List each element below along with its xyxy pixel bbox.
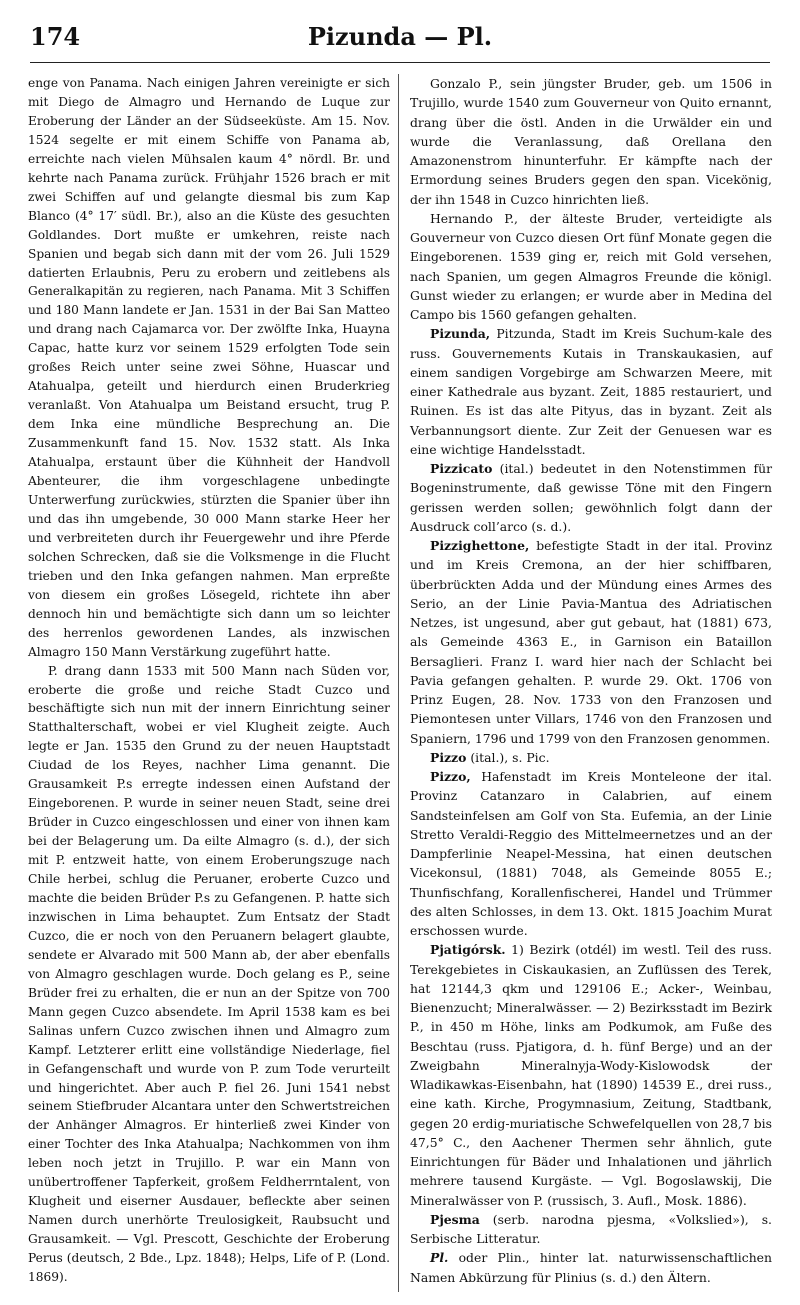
page-number: 174 bbox=[30, 22, 81, 51]
paragraph-pizarro-1: enge von Panama. Nach einigen Jahren vereinigte er sich mit Diego de Almagro und Hernando de Luque zur Eroberung der Länder an der Südseeküste. Am 15. Nov. 1524 segelte er mit einem Schiffe von Panama ab, erreichte nach vielen Mühsalen kaum 4° nördl. Br. und kehrte nach Panama zurück. Frühjahr 1526 brach er mit zwei Schiffen auf und gelangte diesmal bis zum Kap Blanco (4° 17′ südl. Br.), also an die Küste des gesuchten Goldlandes. Dort mußte er umkehren, reiste nach Spanien und begab sich dann mit der vom 26. Juli 1529 datierten Erlaubnis, Peru zu erobern und zeitlebens als Generalkapitän zu regieren, nach Panama. Mit 3 Schiffen und 180 Mann landete er Jan. 1531 in der Bai San Matteo und drang nach Cajamarca vor. Der zwölfte Inka, Huayna Capac, hatte kurz vor seinem 1529 erfolgten Tode sein großes Reich unter seine zwei Söhne, Huascar und Atahualpa, geteilt und hierdurch einen Bruderkrieg veranlaßt. Von Atahualpa um Beistand ersucht, trug P. dem Inka eine mündliche Besprechung an. Die Zusammenkunft fand 15. Nov. 1532 statt. Als Inka Atahualpa, erstaunt über die Kühnheit der Handvoll Abenteurer, die ihm vorgeschlagene unbedingte Unterwerfung zurückwies, stürzten die Spanier über ihn und das ihn umgebende, 30 000 Mann starke Heer her und verbreiteten durch ihr Feuergewehr und ihre Pferde solchen Schrecken, daß sie die Volksmenge in die Flucht trieben und den Inka gefangen nahmen. Man erpreßte von diesem ein großes Lösegeld, richtete ihn aber dennoch hin und bemächtigte sich dann um so leichter des herrenlos gewordenen Landes, als inzwischen Almagro 150 Mann Verstärkung zugeführt hatte. bbox=[28, 76, 390, 659]
running-title: Pizunda — Pl. bbox=[307, 22, 493, 51]
text-pizunda: Pitzunda, Stadt im Kreis Suchum-kale des russ. Gouvernements Kutais in Transkaukasien, auf einem sandigen Vorgebirge am Schwarzen Meere, mit einer Kathedrale aus byzant. Zeit, 1885 restauriert, und Ruinen. Es ist das alte Pityus, das in byzant. Zeit als Verbannungsort diente. Zur Zeit der Genuesen war es eine wichtige Handelsstadt. bbox=[410, 326, 772, 457]
headword-pjesma: Pjesma bbox=[430, 1211, 480, 1227]
text-pl: oder Plin., hinter lat. naturwissenschaftlichen Namen Abkürzung für Plinius (s. d.) den Ältern. bbox=[410, 1250, 772, 1285]
left-column bbox=[28, 74, 390, 1287]
entry-pl bbox=[410, 1248, 772, 1287]
entry-pizzo-hafenstadt bbox=[410, 767, 772, 940]
text-pizzighettone: befestigte Stadt in der ital. Provinz und im Kreis Cremona, an der hier schiffbaren, überbrückten Adda und der Mündung eines Armes des Serio, an der Linie Pavia-Mantua des Adriatischen Netzes, ist ungesund, aber gut gebaut, hat (1881) 673, als Gemeinde 4363 E., in Garnison ein Bataillon Bersaglieri. Franz I. ward hier nach der Schlacht bei Pavia gefangen gehalten. P. wurde 29. Okt. 1706 von Prinz Eugen, 28. Nov. 1733 von den Franzosen und Piemontesen unter Villars, 1746 von den Franzosen und Spaniern, 1796 und 1799 von den Franzosen genommen. bbox=[410, 538, 772, 746]
headword-pizunda: Pizunda, bbox=[430, 326, 491, 342]
text-pizzo-hafenstadt: Hafenstadt im Kreis Monteleone der ital. Provinz Catanzaro in Calabrien, auf einem Sandsteinfelsen am Golf von Sta. Eufemia, an der Linie Stretto Veraldi-Reggio des Mittelmeernetzes und an der Dampferlinie Neapel-Messina, hat einen deutschen Vicekonsul, (1881) 7048, als Gemeinde 8055 E.; Thunfischfang, Korallenfischerei, Handel und Trümmer des alten Schlosses, in dem 13. Okt. 1815 Joachim Murat erschossen wurde. bbox=[410, 769, 772, 938]
text-pjesma: (serb. narodna pjesma, «Volkslied»), s. Serbische Litteratur. bbox=[410, 1211, 772, 1246]
headword-pizzo-hafenstadt: Pizzo, bbox=[430, 769, 471, 784]
right-column bbox=[410, 74, 772, 1287]
entry-pizzo-ital bbox=[410, 748, 772, 767]
entry-pjatigorsk bbox=[410, 940, 772, 1210]
page-header bbox=[30, 14, 770, 58]
entry-pizzicato bbox=[410, 459, 772, 536]
header-rule bbox=[30, 62, 770, 63]
entry-pizzighettone bbox=[410, 536, 772, 748]
entry-pizunda bbox=[410, 324, 772, 459]
column-divider bbox=[398, 74, 399, 1292]
text-pizzicato: (ital.) bedeutet in den Notenstimmen für Bogeninstrumente, daß gewisse Töne mit den Fingern gerissen werden sollen; gewöhnlich folgt dann der Ausdruck coll’arco (s. d.). bbox=[410, 461, 772, 534]
paragraph-pizarro-2: P. drang dann 1533 mit 500 Mann nach Süden vor, eroberte die große und reiche Stadt Cuzco und beschäftigte sich nun mit der innern Einrichtung seiner Statthalterschaft, wobei er viel Klugheit zeigte. Auch legte er Jan. 1535 den Grund zu der neuen Hauptstadt Ciudad de los Reyes, nachher Lima genannt. Die Grausamkeit P.s erregte indessen einen Aufstand der Eingeborenen. P. wurde in seiner neuen Stadt, seine drei Brüder in Cuzco eingeschlossen und einer von ihnen kam bei der Belagerung um. Da eilte Almagro (s. d.), der sich mit P. entzweit hatte, von einem Eroberungszuge nach Chile herbei, schlug die Peruaner, eroberte Cuzco und machte die beiden Brüder P.s zu Gefangenen. P. hatte sich inzwischen in Lima behauptet. Zum Entsatz der Stadt Cuzco, die er noch von den Peruanern belagert glaubte, sendete er Alvarado mit 500 Mann ab, der aber ebenfalls von Almagro geschlagen wurde. Doch gelang es P., seine Brüder frei zu erhalten, die er nun an der Spitze von 700 Mann gegen Cuzco absendete. Im April 1538 kam es bei Salinas unfern Cuzco zwischen ihnen und Almagro zum Kampf. Letzterer erlitt eine vollständige Niederlage, fiel in Gefangenschaft und wurde von P. zum Tode verurteilt und hingerichtet. Aber auch P. fiel 26. Juni 1541 nebst seinem Stiefbruder Alcantara unter den Schwertstreichen der Anhänger Almagros. Er hinterließ zwei Kinder von einer Tochter des Inka Atahualpa; Nachkommen von ihm leben noch jetzt in Trujillo. P. war ein Mann von unübertroffener Tapferkeit, großem Feldherrntalent, von Klugheit und eiserner Ausdauer, befleckte aber seinen Namen durch unerhörte Treulosigkeit, Raubsucht und Grausamkeit. — Vgl. Prescott, Geschichte der Eroberung Perus (deutsch, 2 Bde., Lpz. 1848); Helps, Life of P. (Lond. 1869). bbox=[28, 663, 390, 1285]
entry-pjesma bbox=[410, 1210, 772, 1249]
text-pjatigorsk: 1) Bezirk (otdél) im westl. Teil des russ. Terekgebietes in Ciskaukasien, an Zuflüssen des Terek, hat 12144,3 qkm und 129106 E.; Acker-, Weinbau, Bienenzucht; Mineralwässer. — 2) Bezirksstadt im Bezirk P., in 450 m Höhe, links am Podkumok, am Fuße des Beschtau (russ. Pjatigora, d. h. fünf Berge) und an der Zweigbahn Mineralnyja-Wody-Kislowodsk der Wladikawkas-Eisenbahn, hat (1890) 14539 E., drei russ., eine kath. Kirche, Progymnasium, Zeitung, Stadtbank, gegen 20 erdig-muriatische Schwefelquellen von 28,7 bis 47,5° C., den Aachener Thermen sehr ähnlich, gute Einrichtungen für Bäder und Inhalationen und jährlich mehrere tausend Kurgäste. — Vgl. Bogoslawskij, Die Mineralwässer von P. (russisch, 3. Aufl., Mosk. 1886). bbox=[410, 942, 772, 1208]
headword-pl: Pl. bbox=[430, 1250, 449, 1266]
entry-hernando: Hernando P., der älteste Bruder, verteidigte als Gouverneur von Cuzco diesen Ort fünf Monate gegen die Eingeborenen. 1539 ging er, reich mit Gold versehen, nach Spanien, um gegen Almagros Freunde die königl. Gunst wieder zu erlangen; er wurde aber in Medina del Campo bis 1560 gefangen gehalten. bbox=[410, 210, 772, 322]
text-pizzo-ital: (ital.), s. Pic. bbox=[466, 749, 550, 765]
headword-pizzicato: Pizzicato bbox=[430, 461, 493, 476]
headword-pjatigorsk: Pjatigórsk. bbox=[430, 942, 506, 958]
entry-gonzalo: Gonzalo P., sein jüngster Bruder, geb. um 1506 in Trujillo, wurde 1540 zum Gouverneur von Quito ernannt, drang über die östl. Anden in die Urwälder ein und wurde die Veranlassung, daß Orellana den Amazonenstrom hinunterfuhr. Er kämpfte nach der Ermordung seines Bruders gegen den span. Vicekönig, der ihn 1548 in Cuzco hinrichten ließ. bbox=[410, 76, 772, 207]
headword-pizzighettone: Pizzighettone, bbox=[430, 538, 530, 553]
headword-pizzo-ital: Pizzo bbox=[430, 749, 467, 765]
